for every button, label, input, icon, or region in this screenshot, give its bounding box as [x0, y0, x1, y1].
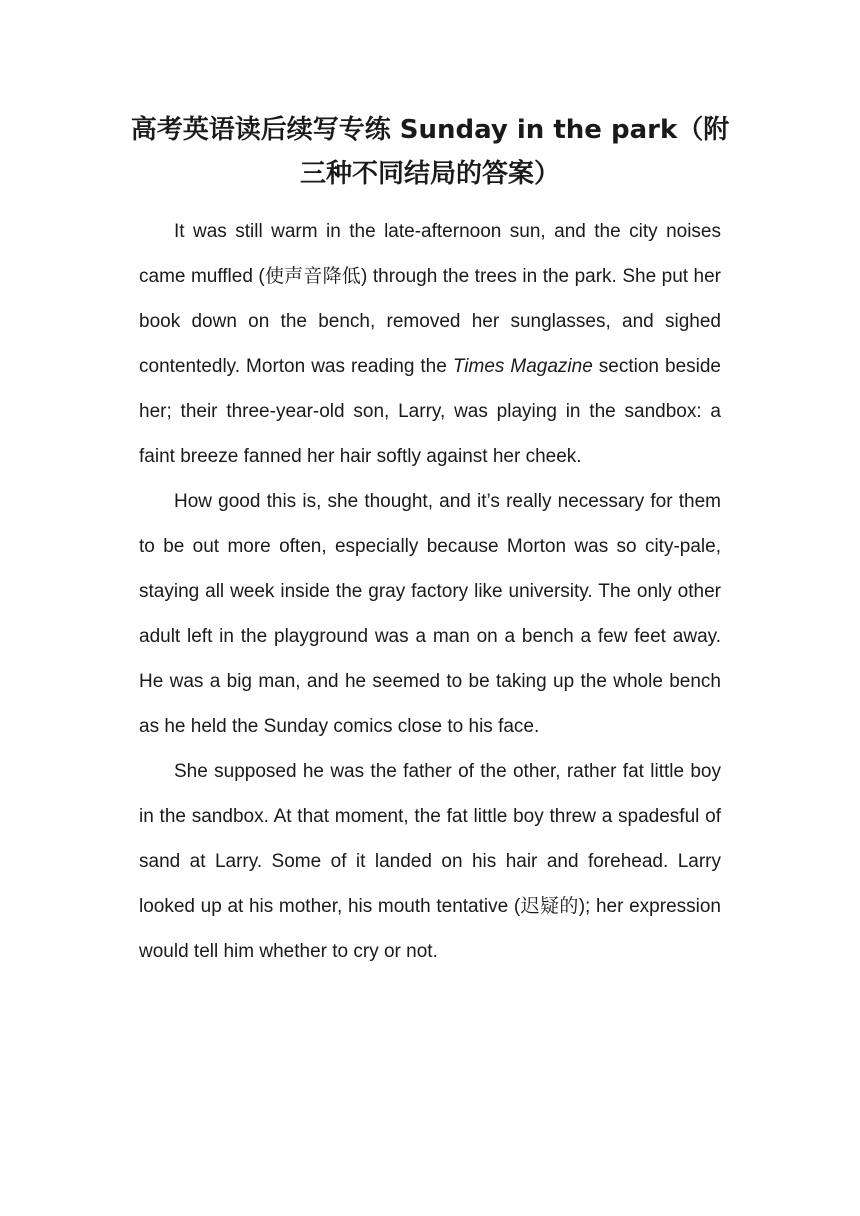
paragraph-1-text-a: It was still warm in the late-afternoon sun, and the city noises came muffled (使声音降低) through the trees in the park. She put her book down on the bench, removed her sunglasses, and sighed contentedly. Morton was reading the: [139, 221, 721, 377]
magazine-title: Times Magazine: [452, 356, 593, 377]
document-title: [130, 108, 730, 196]
document-body: [139, 209, 721, 974]
title-line-2: 三种不同结局的答案）: [299, 159, 560, 189]
paragraph-2: How good this is, she thought, and it’s really necessary for them to be out more often, especially because Morton was so city-pale, staying all week inside the gray factory like university. The only other adult left in the playground was a man on a bench a few feet away. He was a big man, and he seemed to be taking up the whole bench as he held the Sunday comics close to his face.: [139, 491, 721, 737]
paragraph-1-text-b: section beside her; their three-year-old son, Larry, was playing in the sandbox: a faint breeze fanned her hair softly against her cheek.: [139, 356, 721, 467]
title-line-1: 高考英语读后续写专练 Sunday in the park（附: [130, 115, 730, 145]
paragraph-1: [139, 209, 721, 479]
paragraph-3: She supposed he was the father of the other, rather fat little boy in the sandbox. At that moment, the fat little boy threw a spadesful of sand at Larry. Some of it landed on his hair and forehead. Larry looked up at his mother, his mouth tentative (迟疑的); her expression would tell him whether to cry or not.: [139, 761, 721, 962]
